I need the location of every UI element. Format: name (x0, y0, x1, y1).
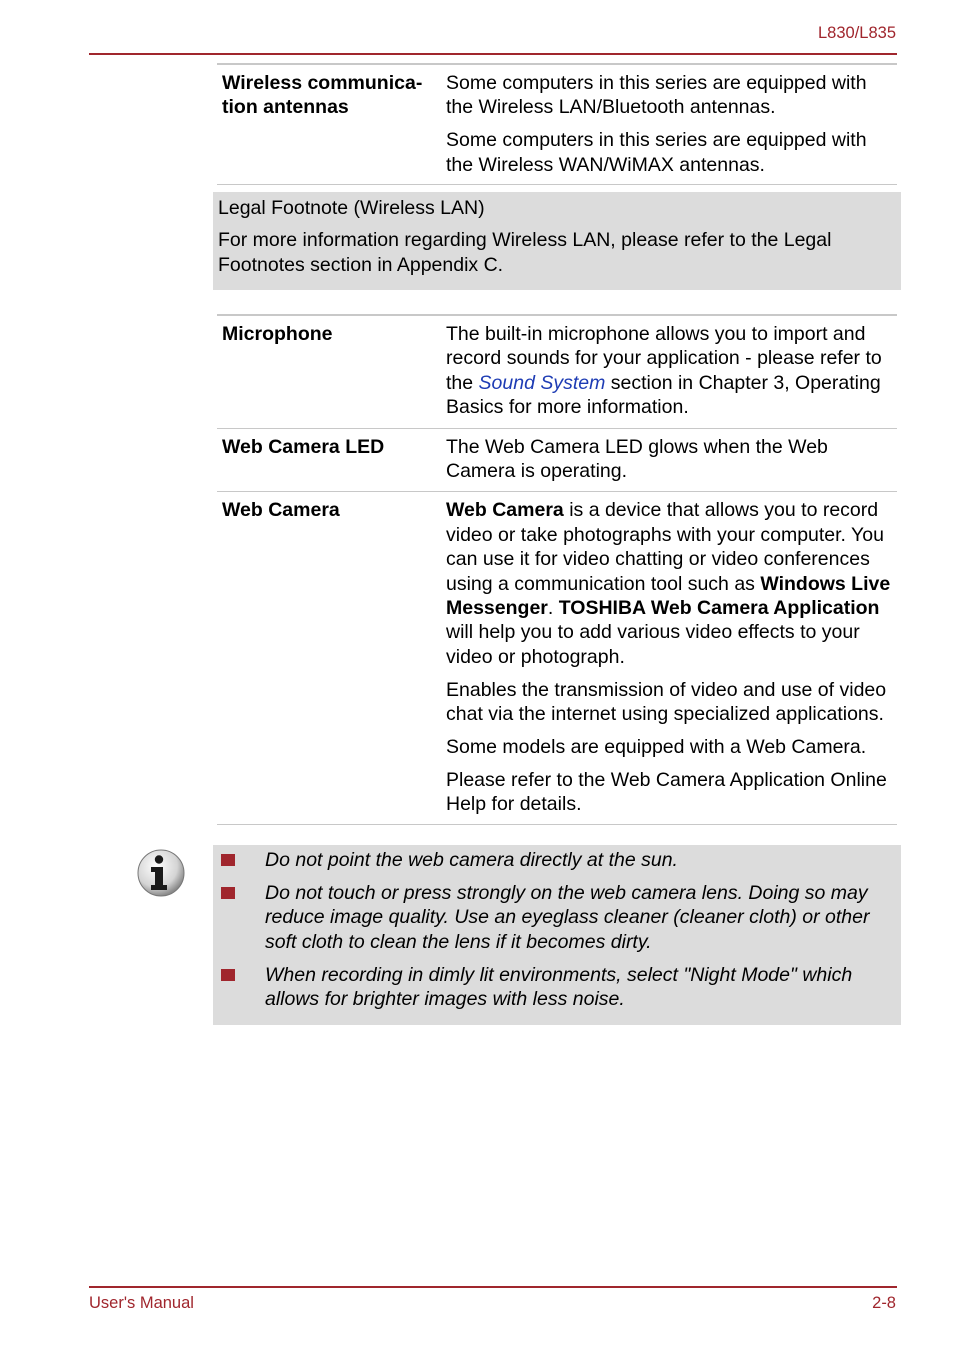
table-description (446, 65, 897, 184)
legal-footnote-title: Legal Footnote (Wireless LAN) (218, 197, 485, 219)
table-paragraph: The Web Camera LED glows when the Web Camera is operating. (446, 435, 828, 483)
table-description (446, 429, 897, 492)
page-number: 2-8 (872, 1294, 896, 1312)
table-description (446, 316, 897, 428)
table-paragraph: Some computers in this series are equipped with the Wireless WAN/WiMAX antennas. (446, 129, 867, 176)
table-row-microphone (217, 314, 897, 428)
webcam-text: is a device that allows you to record video or take photographs with your computer. You can use it for video chatting or video conferences using a communication tool such as (446, 499, 884, 595)
list-item (217, 963, 895, 1012)
footer-rule (89, 1286, 897, 1288)
note-box (213, 845, 901, 1025)
note-text: Do not point the web camera directly at the sun. (265, 849, 678, 871)
table-term: Web Camera (222, 499, 340, 522)
table-term: Microphone (222, 323, 333, 345)
table-description (446, 492, 897, 823)
table-term: Wireless communica-tion antennas (222, 72, 423, 119)
bullet-square-icon (221, 854, 235, 866)
list-item (217, 848, 895, 872)
legal-footnote-text: For more information regarding Wireless LAN, please refer to the Legal Footnotes section in Appendix C. (218, 229, 832, 276)
bullet-square-icon (221, 969, 235, 981)
table-paragraph: Please refer to the Web Camera Application Online Help for details. (446, 769, 887, 816)
header-model: L830/L835 (818, 24, 896, 42)
info-icon (137, 849, 185, 897)
list-item (217, 881, 895, 954)
bold-text: Web Camera (446, 499, 564, 522)
table-paragraph (446, 322, 893, 420)
table-paragraph (446, 498, 893, 669)
device-table (217, 314, 897, 825)
webcam-text: will help you to add various video effects to your video or photograph. (446, 621, 860, 668)
table-term: Web Camera LED (222, 435, 385, 458)
header-rule (89, 53, 897, 55)
table-row-webcam (217, 491, 897, 824)
legal-footnote-box (213, 192, 901, 290)
table-row (217, 63, 897, 185)
webcam-text: . (547, 597, 559, 620)
bold-text: Windows Live Messenger (446, 572, 891, 620)
microphone-text: The built-in microphone allows you to import and record sounds for your application - please refer to the (446, 323, 882, 394)
note-text: Do not touch or press strongly on the web camera lens. Doing so may reduce image quality. Use an eyeglass cleaner (cleaner cloth) or other soft cloth to clean the lens if it becomes dirty. (265, 881, 870, 953)
sound-system-link[interactable]: Sound System (478, 371, 606, 394)
footer-manual-title: User's Manual (89, 1294, 194, 1312)
bold-text: TOSHIBA Web Camera Application (558, 597, 880, 620)
note-text: When recording in dimly lit environments, select "Night Mode" which allows for brighter images with less noise. (265, 963, 853, 1011)
table-paragraph: Some models are equipped with a Web Camera. (446, 736, 867, 759)
table-paragraph: Enables the transmission of video and use of video chat via the internet using specialized applications. (446, 678, 887, 726)
note-list (217, 848, 895, 1011)
antenna-table (217, 63, 897, 185)
table-row-webcam-led (217, 428, 897, 492)
table-paragraph: Some computers in this series are equipped with the Wireless LAN/Bluetooth antennas. (446, 72, 867, 119)
bullet-square-icon (221, 887, 235, 899)
microphone-text: section in Chapter 3, Operating Basics for more information. (446, 371, 881, 419)
